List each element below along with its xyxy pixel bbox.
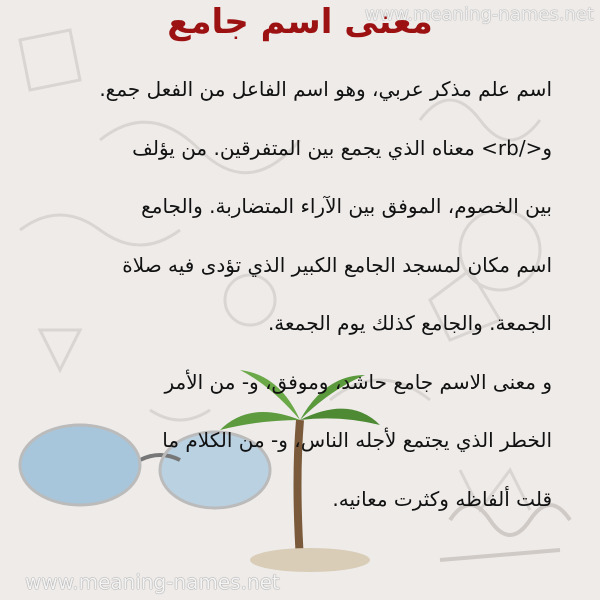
watermark-top: www.meaning-names.net bbox=[364, 4, 594, 25]
text-line: قلت ألفاظه وكثرت معانيه. bbox=[332, 486, 552, 511]
text-line: الجمعة. والجامع كذلك يوم الجمعة. bbox=[267, 311, 552, 335]
text-line: اسم علم مذكر عربي، وهو اسم الفاعل من الفعل جمع. bbox=[99, 77, 552, 101]
watermark-bottom: www.meaning-names.net bbox=[25, 570, 280, 594]
text-line: بين الخصوم، الموفق بين الآراء المتضاربة. والجامع bbox=[141, 194, 552, 218]
page-title: معنى اسم جامع bbox=[167, 2, 433, 42]
text-line: و</rb> معناه الذي يجمع بين المتفرقين. من يؤلف bbox=[132, 135, 552, 160]
text-line: اسم مكان لمسجد الجامع الكبير الذي تؤدى فيه صلاة bbox=[122, 252, 552, 277]
meaning-text bbox=[32, 64, 552, 532]
text-line: و معنى الاسم جامع حاشد، وموفق، و- من الأمر bbox=[164, 369, 552, 394]
text-line: الخطر الذي يجتمع لأجله الناس، و- من الكلام ما bbox=[162, 428, 552, 452]
